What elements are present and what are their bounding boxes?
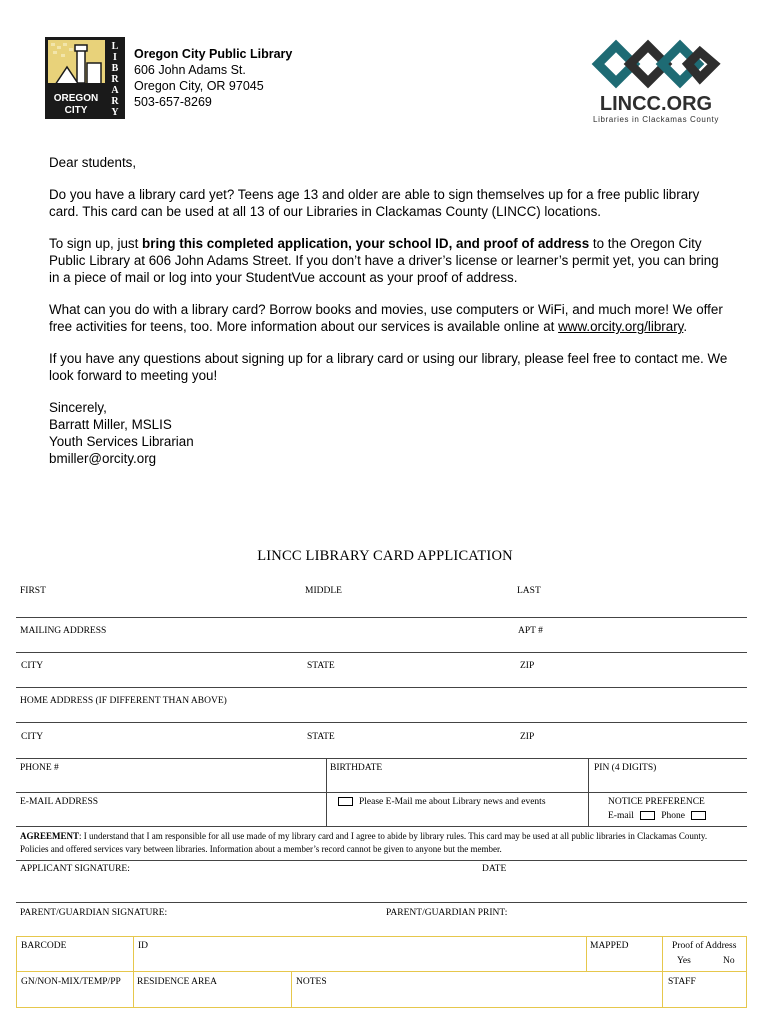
letter-closing: Sincerely, <box>49 400 107 415</box>
letter-signature <box>49 399 729 467</box>
home-address-row[interactable] <box>16 688 747 723</box>
home-city-label: CITY <box>21 732 44 742</box>
zip-label: ZIP <box>520 661 535 671</box>
barcode-label: BARCODE <box>21 941 67 951</box>
signer-name: Barratt Miller, MSLIS <box>49 417 172 432</box>
letter-paragraph-1: Do you have a library card yet? Teens age 13 and older are able to sign themselves up for a free public library card. This card can be used at all 13 of our Libraries in Clackamas County (LINCC) locations. <box>49 187 700 219</box>
letter-paragraph-2: To sign up, just bring this completed application, your school ID, and proof of address to the Oregon City Public Library at 606 John Adams Street. If you don’t have a driver’s license or learner’s permit yet, you can bring in a piece of mail or log into your StudentVue account as your proof of address. <box>49 236 719 285</box>
lincc-logo-text: LINCC.ORG <box>599 93 713 115</box>
email-optin-checkbox[interactable] <box>338 797 353 806</box>
proof-yes-label: Yes <box>677 956 691 966</box>
logo-letter: Y <box>111 107 119 118</box>
application-form <box>16 580 747 937</box>
home-address-label: HOME ADDRESS (IF DIFFERENT THAN ABOVE) <box>20 696 227 706</box>
form-title: LINCC LIBRARY CARD APPLICATION <box>257 548 513 564</box>
parent-print-label: PARENT/GUARDIAN PRINT: <box>386 908 508 918</box>
logo-oregon-text: OREGON <box>53 93 99 104</box>
email-optin-label: Please E-Mail me about Library news and events <box>359 797 546 807</box>
pin-label: PIN (4 DIGITS) <box>594 763 657 773</box>
library-address-line2: Oregon City, OR 97045 <box>134 79 264 93</box>
first-name-label: FIRST <box>20 586 46 596</box>
staff-label: STAFF <box>668 977 696 987</box>
phone-label: PHONE # <box>20 763 59 773</box>
logo-city-text: CITY <box>64 105 88 116</box>
notes-label: NOTES <box>296 977 327 987</box>
notice-options <box>608 811 712 821</box>
applicant-signature-label: APPLICANT SIGNATURE: <box>20 864 130 874</box>
library-website-link[interactable]: www.orcity.org/library <box>558 319 684 334</box>
phone-birthdate-pin-row[interactable] <box>16 759 747 793</box>
library-name: Oregon City Public Library <box>134 47 293 61</box>
notice-preference-label: NOTICE PREFERENCE <box>608 797 705 807</box>
email-label: E-MAIL ADDRESS <box>20 797 99 807</box>
residence-area-label: RESIDENCE AREA <box>137 977 217 987</box>
logo-letter: R <box>111 96 119 107</box>
proof-no-label: No <box>723 956 735 966</box>
apt-label: APT # <box>518 626 543 636</box>
home-state-label: STATE <box>307 732 335 742</box>
notice-phone-checkbox[interactable] <box>691 811 706 820</box>
lincc-logo-subtext: Libraries in Clackamas County <box>593 115 719 124</box>
notice-email-label: E-mail <box>608 811 634 821</box>
state-label: STATE <box>307 661 335 671</box>
agreement-row <box>16 827 747 861</box>
logo-letter: R <box>111 74 119 85</box>
notice-email-checkbox[interactable] <box>640 811 655 820</box>
home-zip-label: ZIP <box>520 732 535 742</box>
parent-signature-label: PARENT/GUARDIAN SIGNATURE: <box>20 908 168 918</box>
city-state-zip-row[interactable] <box>16 653 747 688</box>
last-name-label: LAST <box>517 586 541 596</box>
id-label: ID <box>138 941 149 951</box>
mailing-address-row[interactable] <box>16 618 747 653</box>
signer-title: Youth Services Librarian <box>49 434 194 449</box>
letter-paragraph-4: If you have any questions about signing up for a library card or using our library, please feel free to contact me. We look forward to meeting you! <box>49 351 728 383</box>
library-phone: 503-657-8269 <box>134 95 212 109</box>
letter-bold-requirements: bring this completed application, your school ID, and proof of address <box>142 236 590 251</box>
birthdate-label: BIRTHDATE <box>330 763 383 773</box>
staff-use-section <box>16 936 747 1008</box>
lincc-logo <box>588 36 723 126</box>
parent-signature-row[interactable] <box>16 903 747 937</box>
date-label: DATE <box>482 864 507 874</box>
logo-letter: B <box>111 63 119 74</box>
city-label: CITY <box>21 661 44 671</box>
letter-body <box>49 154 729 467</box>
signer-email: bmiller@orcity.org <box>49 451 157 466</box>
email-optin[interactable] <box>338 797 546 807</box>
middle-name-label: MIDDLE <box>305 586 342 596</box>
home-city-state-zip-row[interactable] <box>16 723 747 759</box>
library-address-line1: 606 John Adams St. <box>134 63 246 77</box>
proof-of-address-label: Proof of Address <box>672 941 737 951</box>
logo-letter: I <box>113 52 117 63</box>
applicant-signature-row[interactable] <box>16 861 747 903</box>
notice-phone-label: Phone <box>661 811 685 821</box>
logo-letter: A <box>111 85 119 96</box>
logo-letter: L <box>111 41 119 52</box>
letter-paragraph-3: What can you do with a library card? Borrow books and movies, use computers or WiFi, and much more! We offer free activities for teens, too. More information about our services is available online at www.orcity.org/library. <box>49 302 723 334</box>
agreement-text: AGREEMENT: I understand that I am responsible for all use made of my library card and I agree to abide by library rules. This card may be used at all public libraries in Clackamas County. Policies and offered services vary between libraries. Information about a member’s record cannot be given to anyone but the member. <box>20 831 708 854</box>
mapped-label: MAPPED <box>590 941 629 951</box>
email-notice-row[interactable] <box>16 793 747 827</box>
library-contact-block <box>134 46 292 110</box>
letter-greeting: Dear students, <box>49 155 137 170</box>
oregon-city-library-logo <box>45 37 125 119</box>
card-type-label: GN/NON-MIX/TEMP/PP <box>21 977 121 987</box>
mailing-address-label: MAILING ADDRESS <box>20 626 107 636</box>
name-row[interactable] <box>16 580 747 618</box>
